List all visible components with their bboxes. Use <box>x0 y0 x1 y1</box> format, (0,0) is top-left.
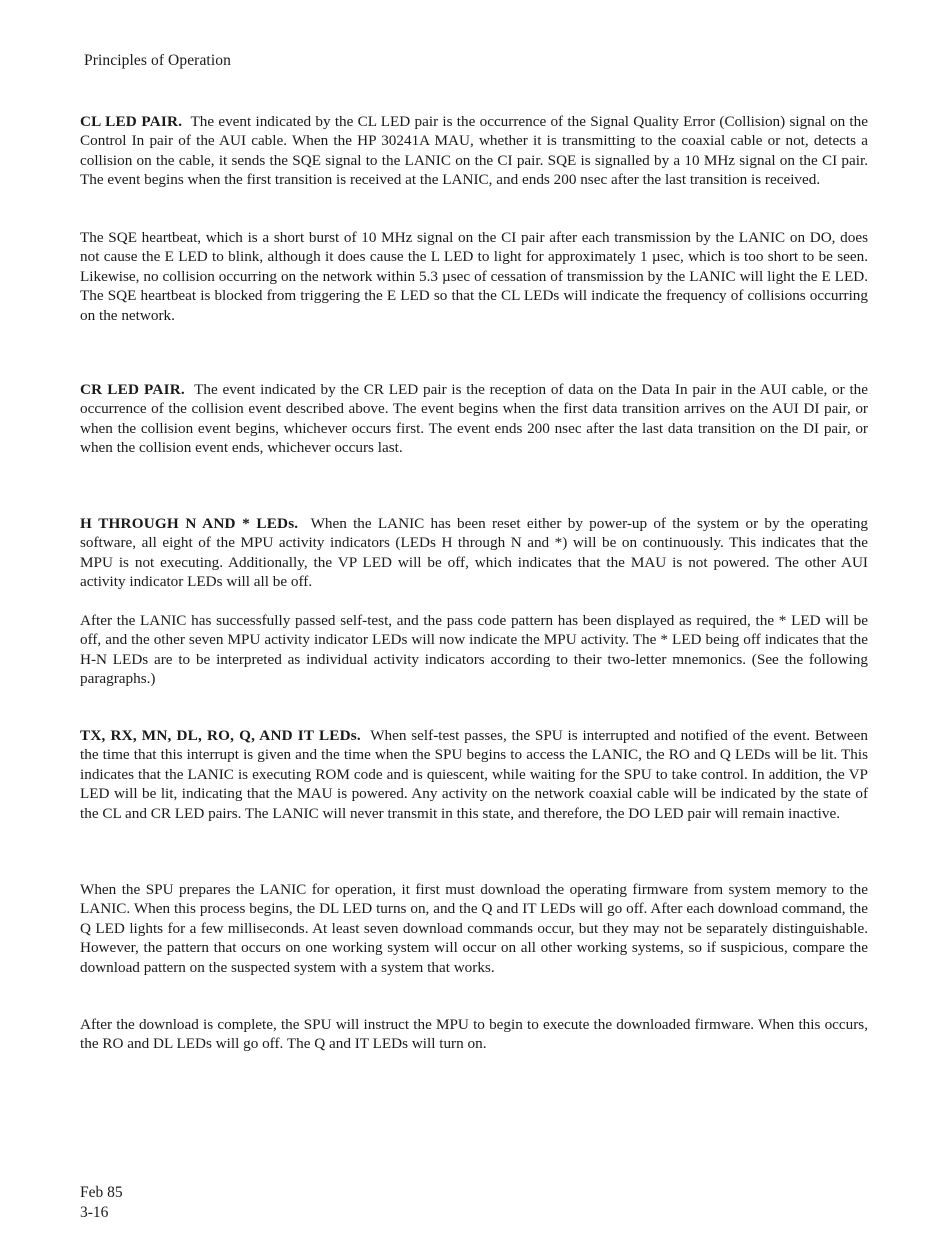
paragraph-text: The event indicated by the CL LED pair is the occurrence of the Signal Quality Error (Collision) signal on the Control In pair of the AUI cable. When the HP 30241A MAU, whether it is transmitting to the coaxial cable or not, detects a collision on the cable, it sends the SQE signal to the LANIC on the CI pair. SQE is signalled by a 10 MHz signal on the CI pair. The event begins when the first transition is received at the LANIC, and ends 200 nsec after the last transition is received. <box>80 113 868 189</box>
footer-date: Feb 85 <box>80 1184 123 1201</box>
paragraph <box>80 726 868 823</box>
section-heading: CL LED PAIR. <box>80 113 183 130</box>
paragraph: After the download is complete, the SPU will instruct the MPU to begin to execute the downloaded firmware. When this occurs, the RO and DL LEDs will go off. The Q and IT LEDs will turn on. <box>80 1016 868 1053</box>
section-cr-led-pair <box>80 380 868 458</box>
section-heading: TX, RX, MN, DL, RO, Q, AND IT LEDs. <box>80 727 361 744</box>
section-heading: H THROUGH N AND * LEDs. <box>80 515 299 532</box>
paragraph-text: When self-test passes, the SPU is interrupted and notified of the event. Between the time that this interrupt is given and the time when the SPU begins to access the LANIC, the RO and Q LEDs will be lit. This indicates that the LANIC is executing ROM code and is quiescent, while waiting for the SPU to take control. In addition, the VP LED will be lit, indicating that the MAU is powered. Any activity on the network coaxial cable will be indicated by the state of the CL and CR LED pairs. The LANIC will never transmit in this state, and therefore, the DO LED pair will remain inactive. <box>80 727 869 822</box>
running-head: Principles of Operation <box>84 52 231 69</box>
section-h-through-n-leds <box>80 514 868 592</box>
section-tx-rx-leds-continued <box>80 880 868 977</box>
paragraph: The SQE heartbeat, which is a short burst of 10 MHz signal on the CI pair after each transmission by the LANIC on DO, does not cause the E LED to blink, although it does cause the L LED to light for approximately 1 µsec, which is too short to be seen. Likewise, no collision occurring on the network within 5.3 µsec of cessation of transmission by the LANIC will light the E LED. The SQE heartbeat is blocked from triggering the E LED so that the CL LEDs will indicate the frequency of collisions occurring on the network. <box>80 229 868 324</box>
section-heading: CR LED PAIR. <box>80 381 185 398</box>
paragraph-text: When the LANIC has been reset either by power-up of the system or by the operating software, all eight of the MPU activity indicators (LEDs H through N and *) will be on continuously. This indicates that the MPU is not executing. Additionally, the VP LED will be off, which indicates that the MAU is not powered. The other AUI activity indicator LEDs will all be off. <box>80 515 868 591</box>
paragraph <box>80 380 868 458</box>
page-number: 3-16 <box>80 1204 109 1221</box>
paragraph <box>80 514 868 592</box>
section-cl-led-pair <box>80 112 868 190</box>
section-tx-rx-leds <box>80 726 868 823</box>
section-cl-led-pair-continued <box>80 228 868 325</box>
paragraph-text: The event indicated by the CR LED pair is the reception of data on the Data In pair in the AUI cable, or the occurrence of the collision event described above. The event begins when the first data transition arrives on the AUI DI pair, or when the collision event begins, whichever occurs first. The event ends 200 nsec after the last data transition on the DI pair, or when the collision event ends, whichever occurs last. <box>80 381 868 457</box>
section-tx-rx-leds-final <box>80 1015 868 1054</box>
section-h-through-n-leds-continued <box>80 611 868 689</box>
paragraph: After the LANIC has successfully passed self-test, and the pass code pattern has been displayed as required, the * LED will be off, and the other seven MPU activity indicator LEDs will now indicate the MPU activity. The * LED being off indicates that the H-N LEDs are to be interpreted as individual activity indicators according to their two-letter mnemonics. (See the following paragraphs.) <box>80 612 868 688</box>
paragraph: When the SPU prepares the LANIC for operation, it first must download the operating firmware from system memory to the LANIC. When this process begins, the DL LED turns on, and the Q and IT LEDs will go off. After each download command, the Q LED lights for a few milliseconds. At least seven download commands occur, but they may not be separately distinguishable. However, the pattern that occurs on one working system will occur on all other working systems, so if suspicious, compare the download pattern on the suspected system with a system that works. <box>80 881 868 976</box>
paragraph <box>80 112 868 190</box>
page-footer <box>80 1183 123 1223</box>
